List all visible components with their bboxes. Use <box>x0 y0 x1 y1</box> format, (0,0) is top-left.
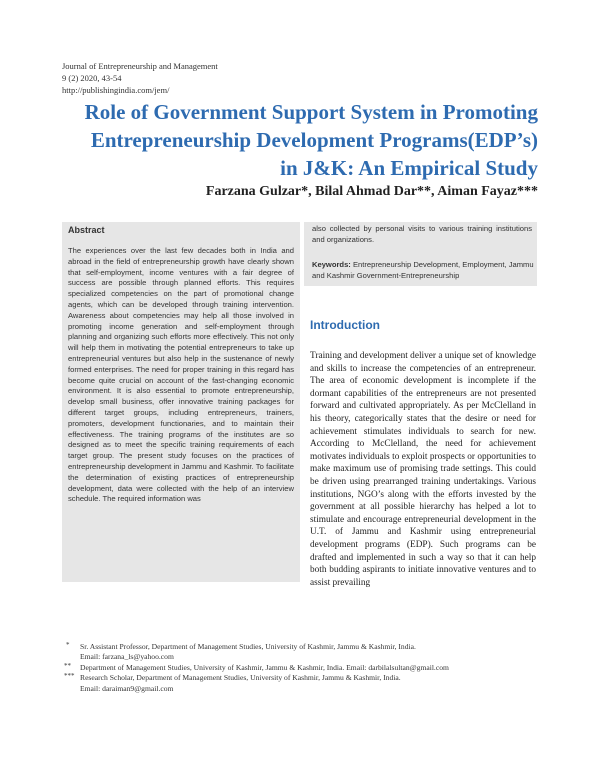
journal-volume: 9 (2) 2020, 43-54 <box>62 73 122 83</box>
journal-info <box>62 60 218 96</box>
abstract-continued-box <box>304 222 537 286</box>
introduction-text: Training and development deliver a unique set of knowledge and skills to increase the competencies of an entrepreneur. The area of economic development is incomplete if the dormant capabilities of the entrepreneurs are not presented forward and cultivated appropriately. As per McClelland in his theory, categorically states that the desire or need for achievement stimulates individuals to search for new. According to McClelland, the need for achievement motivates individuals to exploit prospects or opportunities to make maximum use of promising trade settings. This could be driven using prearranged training undertakings. Various institutions, NGO’s along with the efforts invested by the government at all possible hierarchy has helped a lot to stimulate and encourage entrepreneurial development in the U.T. of Jammu and Kashmir using entrepreneurial development programs (EDP). Such programs can be drafted and implemented in such a way so that it can help both budding aspirants to initiate innovative ventures and to assist prevailing <box>310 351 536 588</box>
footnote-marker: *** <box>64 672 75 681</box>
footnote-email[interactable]: Email: daraiman9@gmail.com <box>80 683 174 693</box>
footnote-line: Department of Management Studies, University of Kashmir, Jammu & Kashmir, India. Email: darbilalsultan@gmail.com <box>80 662 449 672</box>
keywords-label: Keywords: <box>312 260 351 269</box>
paper-title <box>40 98 538 182</box>
journal-name: Journal of Entrepreneurship and Management <box>62 61 218 71</box>
footnote-email[interactable]: Email: farzana_ls@yahoo.com <box>80 652 174 662</box>
abstract-heading: Abstract <box>68 225 105 235</box>
keywords-text: Entrepreneurship Development, Employment, Jammu and Kashmir Government-Entrepreneurship <box>312 260 534 280</box>
title-line-1: Role of Government Support System in Promoting <box>84 100 538 124</box>
abstract-text: The experiences over the last few decades both in India and abroad in the field of entrepreneurship growth have clearly shown that self-employment, income ventures with a fair degree of success are possible through planned efforts. This requires specialized competencies on the part of promotional change agents, which can be developed through training intervention. Awareness about competencies may help all those involved in promoting income generation and self-employment through planning and organizing such efforts more effectively. This not only will help them in motivating the potential entrepreneurs to take up entrepreneurial ventures but also help in the sustenance of newly formed enterprises. The need for proper training in this regard has become quite crucial on account of the fast-changing economic environment. It is also essential to promote entrepreneurship, develop small business, offer innovative training packages for different target groups, including entrepreneurs, trainers, promoters, development functionaries, and to maintain their effectiveness. The training programs of the institutes are so designed as to meet the specific training requirements of each target group. The present study focuses on the practices of entrepreneurship development in Jammu and Kashmir. To facilitate the determination of existing practices of entrepreneurship development, data were collected with the help of an interview schedule. The required information was <box>68 246 294 504</box>
introduction-heading: Introduction <box>310 318 380 332</box>
authors: Farzana Gulzar*, Bilal Ahmad Dar**, Aiman Fayaz*** <box>205 184 538 199</box>
footnote-2 <box>62 663 542 673</box>
footnote-marker: ** <box>64 661 71 670</box>
footnote-1 <box>62 642 542 663</box>
footnotes <box>62 642 542 694</box>
abstract-continued-text: also collected by personal visits to various training institutions and organizations. <box>312 224 532 244</box>
footnote-3 <box>62 673 542 694</box>
title-line-3: in J&K: An Empirical Study <box>280 156 538 180</box>
abstract-box <box>62 222 300 582</box>
journal-url[interactable]: http://publishingindia.com/jem/ <box>62 85 170 95</box>
title-line-2: Entrepreneurship Development Programs(EDP’s) <box>90 128 538 152</box>
keywords <box>312 260 534 282</box>
footnote-marker: * <box>66 641 70 649</box>
footnote-line: Research Scholar, Department of Management Studies, University of Kashmir, Jammu & Kashmir, India. <box>80 673 401 683</box>
footnote-line: Sr. Assistant Professor, Department of Management Studies, University of Kashmir, Jammu & Kashmir, India. <box>80 642 416 651</box>
